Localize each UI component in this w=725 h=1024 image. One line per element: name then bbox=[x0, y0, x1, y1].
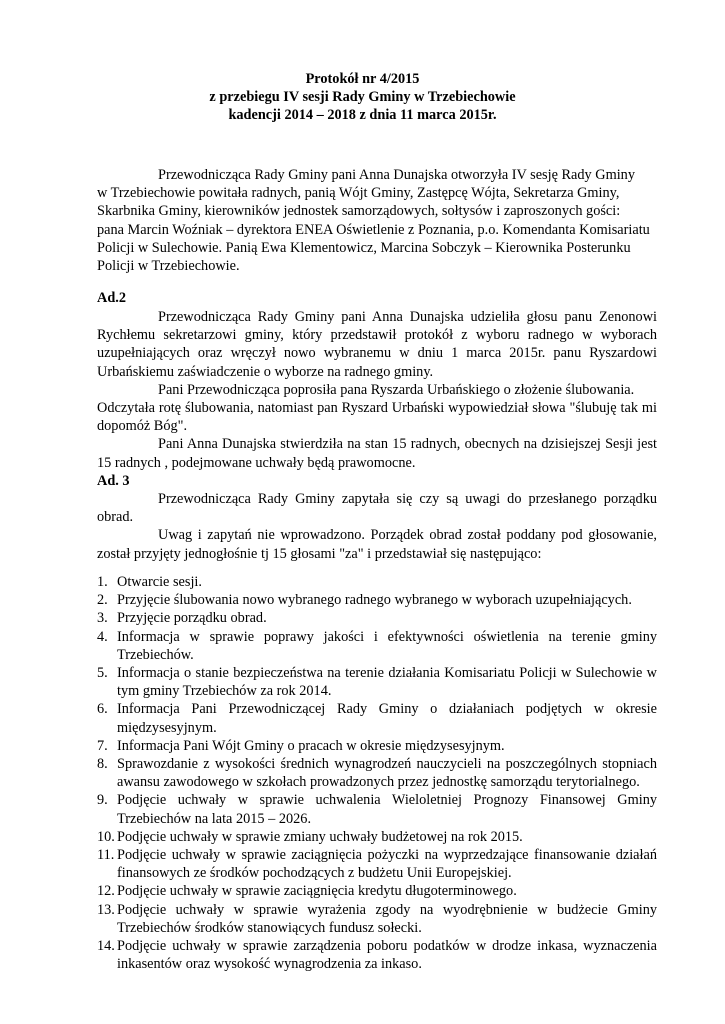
agenda-item-text: Podjęcie uchwały w sprawie zaciągnięcia pożyczki na wyprzedzające finansowanie działań finansowych ze środków pochodzących z budżetu Unii Europejskiej. bbox=[117, 847, 657, 882]
agenda-item-number: 6. bbox=[97, 701, 108, 718]
agenda-item-text: Przyjęcie porządku obrad. bbox=[117, 610, 267, 627]
agenda-item-text: Informacja Pani Przewodniczącej Rady Gminy o działaniach podjętych w okresie międzysesyjnym. bbox=[117, 701, 657, 736]
agenda-item-number: 11. bbox=[97, 847, 115, 864]
intro-line: Policji w Trzebiechowie. bbox=[97, 258, 240, 275]
agenda-item-number: 1. bbox=[97, 574, 108, 590]
ad3-paragraph-1: Przewodnicząca Rady Gminy zapytała się czy są uwagi do przesłanego porządku obrad. bbox=[97, 491, 657, 526]
agenda-item-text: Informacja Pani Wójt Gminy o pracach w okresie międzysesyjnym. bbox=[117, 737, 505, 754]
agenda-item-number: 5. bbox=[97, 665, 108, 682]
intro-line: Przewodnicząca Rady Gminy pani Anna Dunajska otworzyła IV sesję Rady Gminy bbox=[158, 167, 635, 183]
agenda-item-text: Przyjęcie ślubowania nowo wybranego radnego wybranego w wyborach uzupełniających. bbox=[117, 592, 632, 609]
document-title bbox=[0, 70, 725, 124]
agenda-item bbox=[97, 882, 657, 900]
intro-line: pana Marcin Woźniak – dyrektora ENEA Oświetlenie z Poznania, p.o. Komendanta Komisariatu bbox=[97, 221, 650, 238]
title-line-1: Protokół nr 4/2015 bbox=[305, 71, 420, 87]
agenda-item-number: 2. bbox=[97, 592, 108, 609]
agenda-item-text: Podjęcie uchwały w sprawie zarządzenia poboru podatków w drodze inkasa, wyznaczenia inkasentów oraz wysokość wynagrodzenia za inkaso. bbox=[117, 938, 657, 973]
ad2-paragraph-2b: Odczytała rotę ślubowania, natomiast pan Ryszard Urbański wypowiedział słowa "ślubuję tak mi dopomóż Bóg". bbox=[97, 400, 657, 435]
ad2-paragraph-2a: Pani Przewodnicząca poprosiła pana Ryszarda Urbańskiego o złożenie ślubowania. bbox=[158, 381, 635, 398]
agenda-item-text: Otwarcie sesji. bbox=[117, 574, 202, 590]
agenda-item-number: 9. bbox=[97, 792, 108, 809]
ad2-paragraph-1: Przewodnicząca Rady Gminy pani Anna Dunajska udzieliła głosu panu Zenonowi Rychłemu sekretarzowi gminy, który przedstawił protokół z wyboru radnego w wyborach uzupełniających oraz wręczył nowo wybranemu w dniu 1 marca 2015r. panu Ryszardowi Urbańskiemu zaświadczenie o wyborze na radnego gminy. bbox=[97, 309, 657, 380]
title-line-2: z przebiegu IV sesji Rady Gminy w Trzebiechowie bbox=[209, 89, 516, 105]
agenda-item-number: 14. bbox=[97, 938, 115, 955]
ad3-paragraph-2: Uwag i zapytań nie wprowadzono. Porządek obrad został poddany pod głosowanie, został przyjęty jednogłośnie tj 15 głosami "za" i przedstawiał się następująco: bbox=[97, 527, 657, 562]
agenda-item-text: Sprawozdanie z wysokości średnich wynagrodzeń nauczycieli na poszczególnych stopniach awansu zawodowego w szkołach prowadzonych przez jednostkę samorządu terytorialnego. bbox=[117, 756, 657, 791]
agenda-item bbox=[97, 609, 657, 627]
agenda-item-number: 10. bbox=[97, 828, 115, 845]
agenda-item-text: Podjęcie uchwały w sprawie wyrażenia zgody na wyodrębnienie w budżecie Gminy Trzebiechów środków stanowiących fundusz sołecki. bbox=[117, 901, 657, 936]
agenda-item-number: 13. bbox=[97, 901, 115, 918]
agenda-item-number: 12. bbox=[97, 883, 115, 900]
ad3-heading: Ad. 3 bbox=[97, 473, 130, 489]
agenda-item bbox=[97, 901, 657, 937]
ad3-section bbox=[97, 490, 657, 563]
agenda-item bbox=[97, 846, 657, 882]
agenda-item bbox=[97, 664, 657, 700]
agenda-item-number: 4. bbox=[97, 628, 108, 645]
agenda-item bbox=[97, 755, 657, 791]
agenda-item-text: Podjęcie uchwały w sprawie zaciągnięcia kredytu długoterminowego. bbox=[117, 883, 517, 900]
agenda-item bbox=[97, 573, 657, 591]
intro-line: Skarbnika Gminy, kierowników jednostek samorządowych, sołtysów i zaproszonych gości: bbox=[97, 203, 621, 220]
title-line-3: kadencji 2014 – 2018 z dnia 11 marca 2015r. bbox=[228, 107, 497, 123]
ad2-heading: Ad.2 bbox=[97, 290, 126, 306]
agenda-item-text: Informacja w sprawie poprawy jakości i efektywności oświetlenia na terenie gminy Trzebiechów. bbox=[117, 628, 657, 663]
agenda-item bbox=[97, 700, 657, 736]
agenda-item bbox=[97, 737, 657, 755]
agenda-item-text: Informacja o stanie bezpieczeństwa na terenie działania Komisariatu Policji w Sulechowie w tym gminy Trzebiechów za rok 2014. bbox=[117, 665, 657, 700]
agenda-item bbox=[97, 628, 657, 664]
ad2-section bbox=[97, 308, 657, 472]
ad2-paragraph-3: Pani Anna Dunajska stwierdziła na stan 15 radnych, obecnych na dzisiejszej Sesji jest 15 radnych , podejmowane uchwały będą prawomocne. bbox=[97, 436, 657, 471]
agenda-list bbox=[97, 573, 657, 973]
agenda-item-text: Podjęcie uchwały w sprawie uchwalenia Wieloletniej Prognozy Finansowej Gminy Trzebiechów na lata 2015 – 2026. bbox=[117, 792, 657, 827]
agenda-item-number: 8. bbox=[97, 756, 108, 773]
agenda-item bbox=[97, 937, 657, 973]
intro-paragraph bbox=[97, 166, 657, 275]
agenda-item-text: Podjęcie uchwały w sprawie zmiany uchwały budżetowej na rok 2015. bbox=[117, 828, 523, 845]
agenda-item bbox=[97, 828, 657, 846]
intro-line: w Trzebiechowie powitała radnych, panią Wójt Gminy, Zastępcę Wójta, Sekretarza Gminy, bbox=[97, 185, 620, 202]
agenda-item bbox=[97, 791, 657, 827]
agenda-item bbox=[97, 591, 657, 609]
agenda-item-number: 3. bbox=[97, 610, 108, 627]
agenda-item-number: 7. bbox=[97, 737, 108, 754]
intro-line: Policji w Sulechowie. Panią Ewa Klementowicz, Marcina Sobczyk – Kierownika Posterunku bbox=[97, 239, 631, 256]
